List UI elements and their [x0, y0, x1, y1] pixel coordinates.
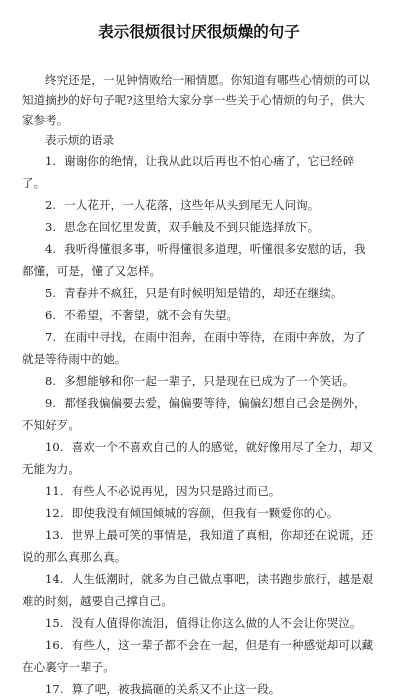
quote-text: 一人花开，一人花落，这些年从头到尾无人问询。 [64, 198, 320, 212]
quote-item [22, 304, 376, 326]
quote-item [22, 480, 376, 502]
quote-item [22, 150, 376, 194]
quote-text: 有些人，这一辈子都不会在一起，但是有一种感觉却可以藏在心裏守一辈子。 [22, 638, 374, 674]
quote-text: 算了吧，被我搞砸的关系又不止这一段。 [71, 682, 281, 696]
quote-number: 11. [45, 484, 64, 498]
quote-number: 10. [45, 440, 64, 454]
quote-number: 4. [45, 242, 57, 256]
quote-text: 世界上最可笑的事情是，我知道了真相，你却还在说谎，还说的那么真那么真。 [22, 528, 374, 564]
quote-text: 人生低潮时，就多为自己做点事吧，读书跑步旅行，越是艰难的时刻，越要自己撑自己。 [22, 572, 374, 608]
quote-item [22, 612, 376, 634]
quote-text: 都怪我偏偏要去爱，偏偏要等待，偏偏幻想自己会是例外，不知好歹。 [22, 396, 366, 432]
quote-number: 15. [45, 616, 64, 630]
quote-number: 13. [45, 528, 64, 542]
quote-item [22, 392, 376, 436]
quote-number: 8. [45, 374, 57, 388]
quote-list [22, 150, 376, 700]
quote-number: 9. [45, 396, 57, 410]
quote-item [22, 370, 376, 392]
quote-number: 2. [45, 198, 57, 212]
quote-text: 即使我没有倾国倾城的容颜，但我有一颗爱你的心。 [71, 506, 339, 520]
quote-text: 思念在回忆里发黄，双手触及不到只能选择放下。 [64, 220, 320, 234]
quote-number: 1. [45, 154, 57, 168]
quote-text: 青春并不疯狂，只是有时候明知是错的，却还在继续。 [64, 286, 343, 300]
quote-item [22, 524, 376, 568]
quote-text: 喜欢一个不喜欢自己的人的感觉，就好像用尽了全力，却又无能为力。 [22, 440, 374, 476]
quote-text: 没有人值得你流泪，值得让你这么做的人不会让你哭泣。 [71, 616, 362, 630]
quote-number: 17. [45, 682, 64, 696]
quote-item [22, 634, 376, 678]
quote-item [22, 568, 376, 612]
quote-item [22, 282, 376, 304]
quote-text: 在雨中寻找，在雨中泪奔，在雨中等待，在雨中奔放，为了就是等待雨中的她。 [22, 330, 366, 366]
quote-item [22, 194, 376, 216]
quote-number: 12. [45, 506, 64, 520]
quote-item [22, 216, 376, 238]
quote-text: 谢谢你的绝情，让我从此以后再也不怕心痛了，它已经碎了。 [22, 154, 355, 190]
quote-number: 6. [45, 308, 57, 322]
quote-item [22, 238, 376, 282]
quote-text: 不希望，不奢望，就不会有失望。 [64, 308, 239, 322]
article-title: 表示很烦很讨厌很烦燥的句子 [98, 23, 300, 41]
quote-number: 14. [45, 572, 64, 586]
quote-item [22, 436, 376, 480]
quote-number: 7. [45, 330, 57, 344]
intro-paragraph: 终究还是，一见钟情败给一厢情愿。你知道有哪些心情烦的可以知道摘抄的好句子呢?这里给大家分享一些关于心情烦的句子，供大家参考。 [22, 73, 370, 127]
quote-number: 5. [45, 286, 57, 300]
section-heading: 表示烦的语录 [45, 133, 114, 147]
quote-text: 我听得懂很多事，听得懂很多道理，听懂很多安慰的话，我都懂，可是，懂了又怎样。 [22, 242, 366, 278]
quote-text: 多想能够和你一起一辈子，只是现在已成为了一个笑话。 [64, 374, 355, 388]
quote-text: 有些人不必说再见，因为只是路过而已。 [71, 484, 281, 498]
quote-number: 3. [45, 220, 57, 234]
quote-item [22, 502, 376, 524]
quote-number: 16. [45, 638, 64, 652]
quote-item [22, 678, 376, 700]
quote-item [22, 326, 376, 370]
